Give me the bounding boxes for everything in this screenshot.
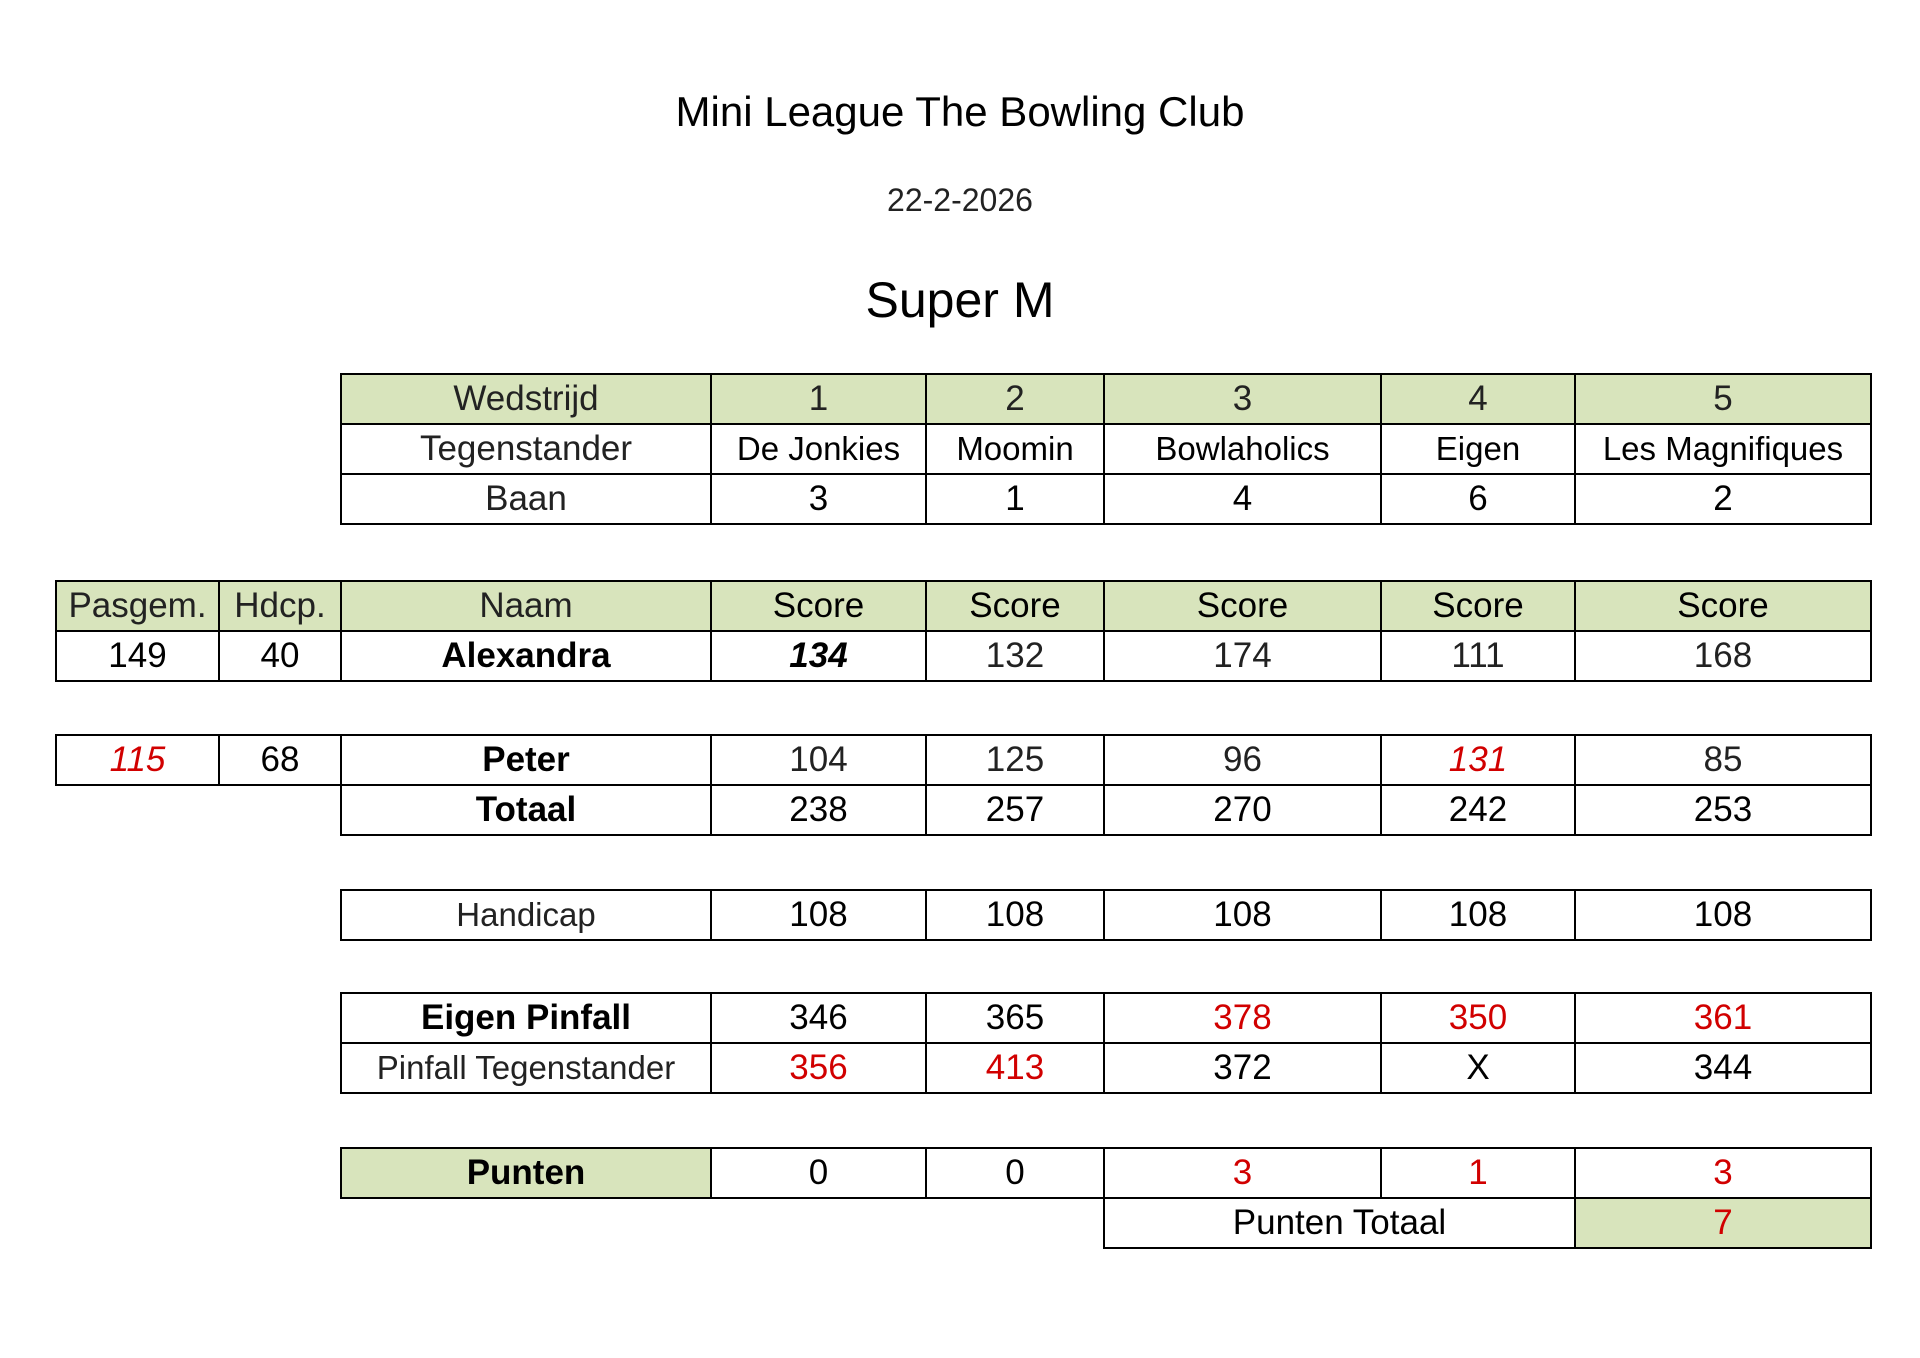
lane-row [341,474,1871,524]
own-pinfall-value: 361 [1575,993,1871,1043]
page-title: Mini League The Bowling Club [675,88,1245,135]
match-number: 3 [1104,374,1381,424]
match-number-row [341,374,1871,424]
total-row [56,785,1871,835]
handicap-value: 108 [1381,890,1575,940]
opponent-name: De Jonkies [711,424,926,474]
handicap-value: 108 [926,890,1104,940]
lane-number: 3 [711,474,926,524]
opponent-pinfall-value: 413 [926,1043,1104,1093]
opponent-pinfall-value: 356 [711,1043,926,1093]
player-handicap: 68 [219,735,341,785]
opponent-pinfall-label: Pinfall Tegenstander [341,1043,711,1093]
player-score: 125 [926,735,1104,785]
handicap-value: 108 [711,890,926,940]
points-value: 0 [711,1148,926,1198]
lane-number: 6 [1381,474,1575,524]
spacer-cell [219,785,341,835]
lane-number: 4 [1104,474,1381,524]
pinfall-table [340,992,1872,1094]
opponent-name: Eigen [1381,424,1575,474]
handicap-table [340,889,1872,941]
opponent-name: Bowlaholics [1104,424,1381,474]
own-pinfall-value: 346 [711,993,926,1043]
match-label: Wedstrijd [341,374,711,424]
points-row [341,1148,1871,1198]
points-value: 3 [1575,1148,1871,1198]
score-header: Score [1381,581,1575,631]
average-header: Pasgem. [56,581,219,631]
player-average: 149 [56,631,219,681]
score-header: Score [711,581,926,631]
player-score: 174 [1104,631,1381,681]
points-total-label: Punten Totaal [1104,1198,1575,1248]
match-date: 22-2-2026 [887,182,1033,218]
team-name: Super M [865,272,1055,328]
score-header: Score [1104,581,1381,631]
opponent-pinfall-value: X [1381,1043,1575,1093]
opponent-pinfall-value: 344 [1575,1043,1871,1093]
total-score: 270 [1104,785,1381,835]
handicap-row [341,890,1871,940]
opponent-name: Moomin [926,424,1104,474]
points-total-value: 7 [1575,1198,1871,1248]
total-score: 238 [711,785,926,835]
players-header-row [56,581,1871,631]
points-value: 0 [926,1148,1104,1198]
points-value: 1 [1381,1148,1575,1198]
lane-number: 2 [1575,474,1871,524]
total-score: 257 [926,785,1104,835]
player-row-peter [56,735,1871,785]
player-average: 115 [56,735,219,785]
own-pinfall-value: 378 [1104,993,1381,1043]
opponent-label: Tegenstander [341,424,711,474]
spacer-cell [56,785,219,835]
player-row-alexandra [56,631,1871,681]
points-value: 3 [1104,1148,1381,1198]
players-table [55,580,1872,682]
own-pinfall-label: Eigen Pinfall [341,993,711,1043]
handicap-value: 108 [1104,890,1381,940]
points-table [340,1147,1872,1249]
handicap-header: Hdcp. [219,581,341,631]
own-pinfall-row [341,993,1871,1043]
player-score: 131 [1381,735,1575,785]
match-number: 4 [1381,374,1575,424]
player-score: 104 [711,735,926,785]
match-number: 1 [711,374,926,424]
match-number: 5 [1575,374,1871,424]
points-label: Punten [341,1148,711,1198]
opponent-name: Les Magnifiques [1575,424,1871,474]
player-name: Peter [341,735,711,785]
player-score: 85 [1575,735,1871,785]
spacer-cell [341,1198,711,1248]
own-pinfall-value: 350 [1381,993,1575,1043]
players-table-2 [55,734,1872,836]
spacer-cell [926,1198,1104,1248]
own-pinfall-value: 365 [926,993,1104,1043]
opponent-row [341,424,1871,474]
player-score: 134 [711,631,926,681]
total-score: 253 [1575,785,1871,835]
player-handicap: 40 [219,631,341,681]
total-score: 242 [1381,785,1575,835]
opponent-pinfall-value: 372 [1104,1043,1381,1093]
handicap-label: Handicap [341,890,711,940]
player-score: 96 [1104,735,1381,785]
matches-table [340,373,1872,525]
points-total-row [341,1198,1871,1248]
total-label: Totaal [341,785,711,835]
player-score: 111 [1381,631,1575,681]
player-score: 132 [926,631,1104,681]
player-name: Alexandra [341,631,711,681]
lane-number: 1 [926,474,1104,524]
handicap-value: 108 [1575,890,1871,940]
player-score: 168 [1575,631,1871,681]
score-header: Score [926,581,1104,631]
match-number: 2 [926,374,1104,424]
opponent-pinfall-row [341,1043,1871,1093]
spacer-cell [711,1198,926,1248]
name-header: Naam [341,581,711,631]
score-header: Score [1575,581,1871,631]
lane-label: Baan [341,474,711,524]
